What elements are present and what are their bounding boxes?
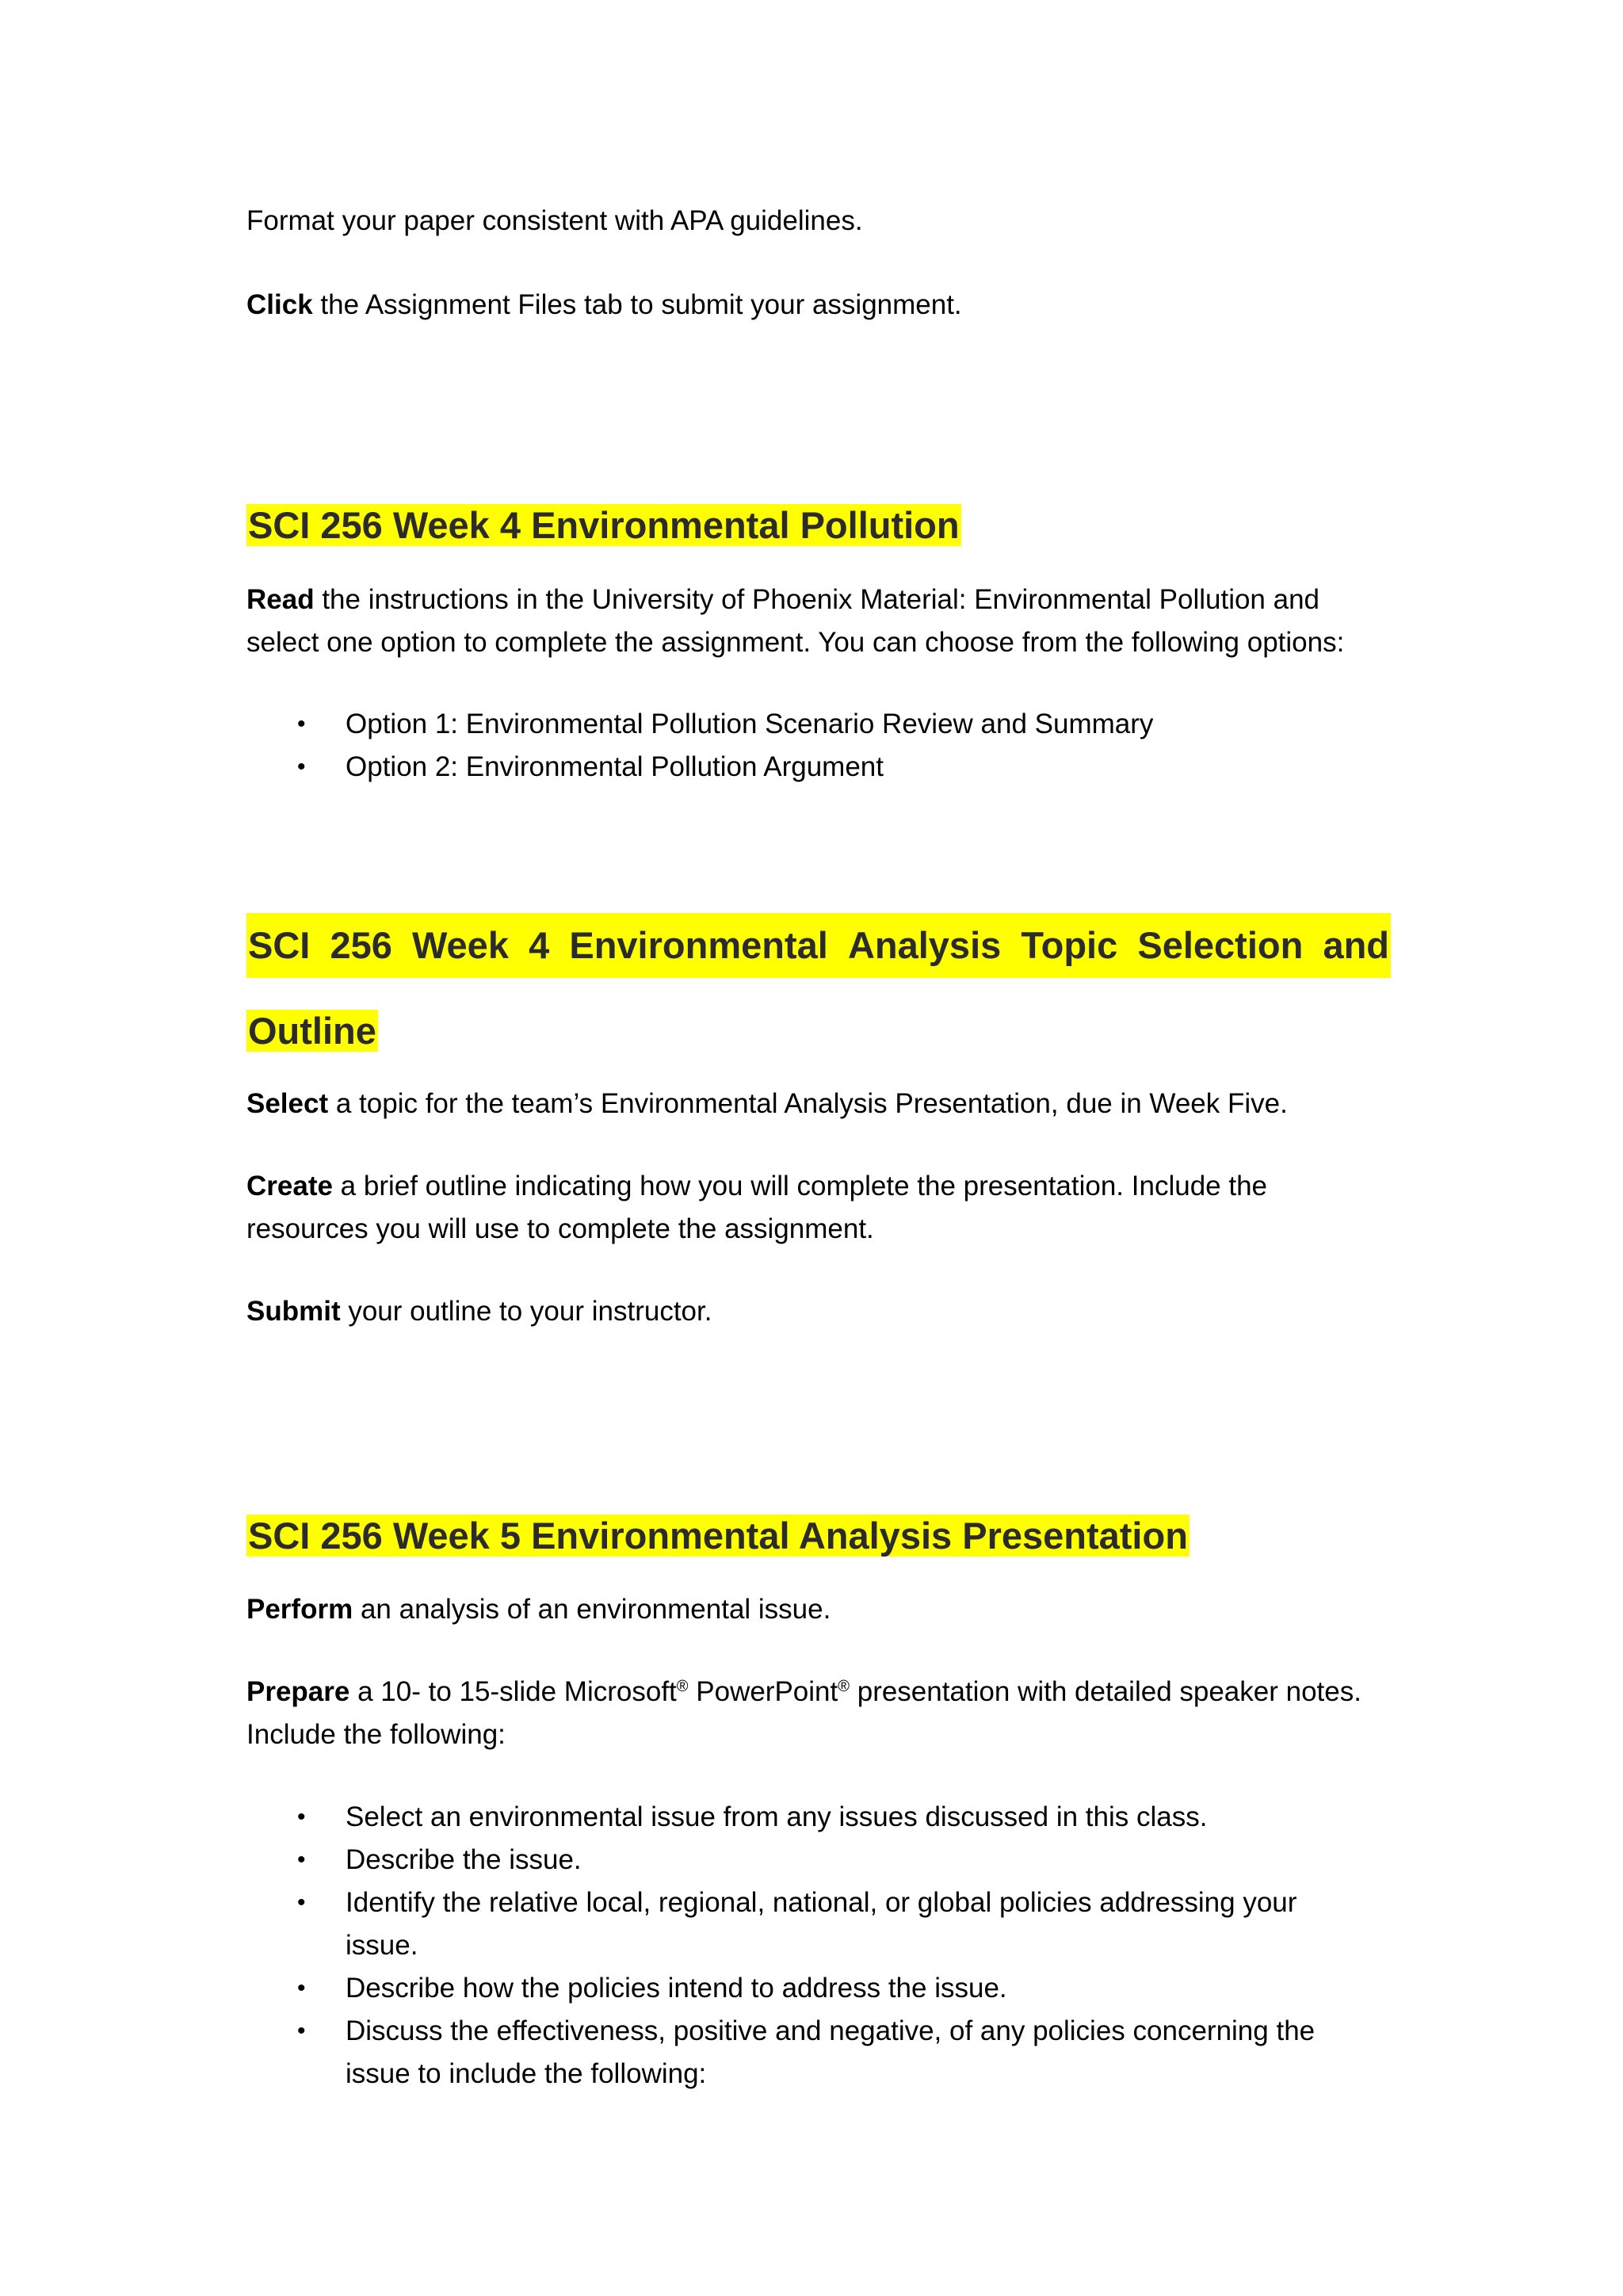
presentation-requirements-list xyxy=(246,1796,1315,2095)
create-line2-text: resources you will use to complete the assignment. xyxy=(246,1213,874,1244)
highlighted-heading-line-1 xyxy=(246,913,1391,978)
option-1-text: Option 1: Environmental Pollution Scenario Review and Summary xyxy=(346,709,1154,739)
section-heading-presentation xyxy=(246,1503,1190,1568)
create-bold-text: Create xyxy=(246,1171,333,1201)
heading-word: Environmental xyxy=(569,924,828,966)
select-rest-text: a topic for the team’s Environmental Analysis Presentation, due in Week Five. xyxy=(328,1088,1288,1119)
highlighted-heading-text: SCI 256 Week 4 Environmental Pollution xyxy=(248,504,960,546)
list-item xyxy=(246,1967,1315,2010)
submit-bold-text: Submit xyxy=(246,1296,341,1327)
prepare-text-c: presentation with detailed speaker notes. xyxy=(850,1676,1361,1707)
bullet-icon: • xyxy=(297,1804,306,1830)
registered-mark: ® xyxy=(676,1678,689,1695)
bullet-icon: • xyxy=(297,1889,306,1916)
requirement-text: Identify the relative local, regional, national, or global policies addressing your xyxy=(346,1887,1297,1918)
requirement-text: Select an environmental issue from any issues discussed in this class. xyxy=(346,1801,1208,1832)
create-outline-line-1 xyxy=(246,1165,1396,1208)
bullet-icon: • xyxy=(297,711,306,737)
submit-outline-line xyxy=(246,1290,1396,1333)
bullet-icon: • xyxy=(297,2018,306,2044)
prepare-line2-text: Include the following: xyxy=(246,1719,506,1750)
create-outline-line-2 xyxy=(246,1208,1396,1251)
section-heading-topic-selection xyxy=(246,913,1391,978)
requirement-continuation-text: issue. xyxy=(346,1930,418,1961)
apa-format-line xyxy=(246,200,1396,243)
requirement-text: Describe the issue. xyxy=(346,1844,582,1875)
list-item-continuation xyxy=(246,2053,1315,2095)
perform-bold-text: Perform xyxy=(246,1594,353,1625)
perform-rest-text: an analysis of an environmental issue. xyxy=(353,1594,831,1625)
list-item-continuation xyxy=(246,1924,1315,1967)
bullet-icon: • xyxy=(297,1847,306,1873)
requirement-text: Describe how the policies intend to address the issue. xyxy=(346,1973,1007,2004)
create-line1-text: a brief outline indicating how you will complete the presentation. Include the xyxy=(332,1171,1267,1201)
requirement-text: Discuss the effectiveness, positive and negative, of any policies concerning the xyxy=(346,2015,1316,2046)
requirement-continuation-text: issue to include the following: xyxy=(346,2058,707,2089)
list-item xyxy=(246,746,1153,789)
heading-word: Topic xyxy=(1021,924,1118,966)
bullet-icon: • xyxy=(297,1975,306,2001)
read-line1-text: the instructions in the University of Phoenix Material: Environmental Pollution and xyxy=(314,584,1320,615)
list-item xyxy=(246,1881,1315,1924)
heading-word: and xyxy=(1323,924,1389,966)
apa-format-text: Format your paper consistent with APA guidelines. xyxy=(246,205,863,236)
heading-word: 4 xyxy=(529,924,550,966)
options-list xyxy=(246,703,1153,789)
heading-word: Week xyxy=(412,924,509,966)
list-item xyxy=(246,2010,1315,2053)
select-topic-line xyxy=(246,1083,1396,1125)
prepare-bold-text: Prepare xyxy=(246,1676,350,1707)
list-item xyxy=(246,1839,1315,1881)
heading-word: 256 xyxy=(330,924,392,966)
submit-rest-text: your outline to your instructor. xyxy=(340,1296,712,1327)
submit-instruction-line xyxy=(246,284,1396,327)
click-rest-text: the Assignment Files tab to submit your assignment. xyxy=(312,289,962,320)
prepare-text-b: PowerPoint xyxy=(688,1676,838,1707)
registered-mark: ® xyxy=(838,1678,850,1695)
list-item xyxy=(246,1796,1315,1839)
read-instructions-line-2 xyxy=(246,621,1396,664)
heading-word: Selection xyxy=(1137,924,1304,966)
list-item xyxy=(246,703,1153,746)
bullet-icon: • xyxy=(297,754,306,780)
highlighted-heading-line-2: Outline xyxy=(248,1010,376,1052)
section-heading-topic-selection-line-2 xyxy=(246,999,378,1064)
option-2-text: Option 2: Environmental Pollution Argument xyxy=(346,751,884,782)
read-instructions-line-1 xyxy=(246,579,1396,621)
prepare-presentation-line-2 xyxy=(246,1713,1396,1756)
section-heading-environmental-pollution xyxy=(246,493,961,558)
heading-word: SCI xyxy=(248,924,311,966)
click-bold-text: Click xyxy=(246,289,313,320)
prepare-presentation-line-1 xyxy=(246,1671,1396,1713)
read-line2-text: select one option to complete the assignment. You can choose from the following options: xyxy=(246,627,1345,658)
heading-word: Analysis xyxy=(847,924,1002,966)
perform-analysis-line xyxy=(246,1588,1396,1631)
read-bold-text: Read xyxy=(246,584,315,615)
select-bold-text: Select xyxy=(246,1088,329,1119)
highlighted-heading-text: SCI 256 Week 5 Environmental Analysis Presentation xyxy=(248,1515,1188,1557)
prepare-text-a: a 10- to 15-slide Microsoft xyxy=(349,1676,677,1707)
